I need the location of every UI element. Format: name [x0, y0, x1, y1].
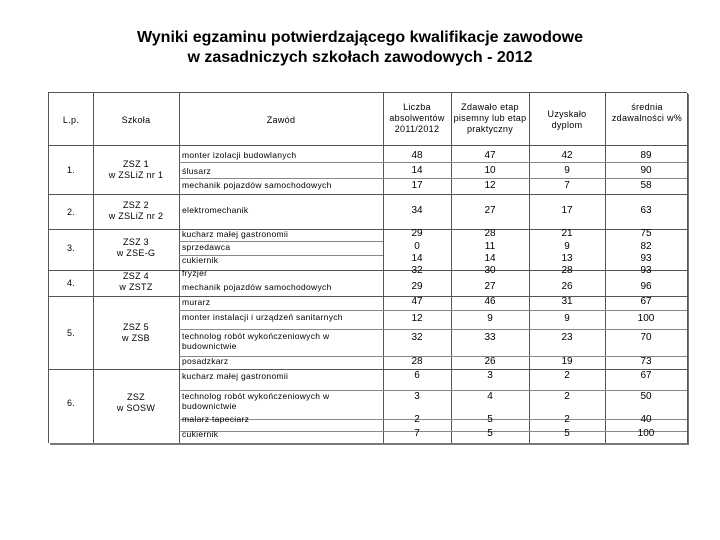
zawod-cell: fryzjer: [182, 268, 208, 278]
srednia-cell: 90: [640, 165, 652, 176]
zdawalo-cell: 33: [484, 332, 496, 343]
zawod-cell: ślusarz: [182, 166, 212, 176]
zawod-cell: mechanik pojazdów samochodowych: [182, 180, 332, 190]
zdawalo-cell: 46: [484, 296, 496, 307]
zdawalo-cell: 14: [484, 253, 496, 264]
uzyskalo-cell: 28: [561, 265, 573, 276]
uzyskalo-cell: 21: [561, 228, 573, 239]
liczba-cell: 14: [411, 165, 423, 176]
zawod-cell: murarz: [182, 297, 211, 307]
liczba-cell: 14: [411, 253, 423, 264]
school-name: ZSZ w SOSW: [116, 392, 156, 413]
school-name: ZSZ 4 w ZSTZ: [119, 271, 153, 292]
page-title: Wyniki egzaminu potwierdzającego kwalifikacje zawodowe w zasadniczych szkołach zawodowych - 2012: [136, 29, 584, 66]
uzyskalo-cell: 2: [564, 391, 570, 402]
uzyskalo-cell: 9: [564, 313, 570, 324]
uzyskalo-cell: 26: [561, 281, 573, 292]
liczba-cell: 12: [411, 313, 423, 324]
uzyskalo-cell: 13: [561, 253, 573, 264]
header-szkola: Szkoła: [121, 115, 151, 125]
uzyskalo-cell: 42: [561, 150, 573, 161]
header-lp: L.p.: [62, 115, 80, 125]
liczba-cell: 29: [411, 228, 423, 239]
liczba-cell: 48: [411, 150, 423, 161]
zawod-cell: monter izolacji budowlanych: [182, 150, 297, 160]
srednia-cell: 96: [640, 281, 652, 292]
uzyskalo-cell: 2: [564, 370, 570, 381]
zawod-cell: monter instalacji i urządzeń sanitarnych: [182, 312, 343, 322]
zdawalo-cell: 26: [484, 356, 496, 367]
srednia-cell: 73: [640, 356, 652, 367]
header-liczba: Liczba absolwentów 2011/2012: [389, 102, 445, 134]
header-zawod: Zawód: [266, 115, 296, 125]
srednia-cell: 67: [640, 296, 652, 307]
srednia-cell: 50: [640, 391, 652, 402]
header-uzyskalo: Uzyskało dyplom: [547, 109, 587, 130]
zawod-cell: kucharz małej gastronomii: [182, 371, 289, 381]
uzyskalo-cell: 2: [564, 414, 570, 425]
zdawalo-cell: 47: [484, 150, 496, 161]
zawod-cell: mechanik pojazdów samochodowych: [182, 282, 332, 292]
zawod-cell: sprzedawca: [182, 242, 231, 252]
uzyskalo-cell: 23: [561, 332, 573, 343]
results-table: [48, 92, 687, 443]
header-srednia: średnia zdawalności w%: [611, 102, 683, 123]
uzyskalo-cell: 9: [564, 165, 570, 176]
school-name: ZSZ 5 w ZSB: [121, 322, 150, 343]
srednia-cell: 93: [640, 253, 652, 264]
zdawalo-cell: 10: [484, 165, 496, 176]
uzyskalo-cell: 9: [564, 241, 570, 252]
zawod-cell: technolog robót wykończeniowych w budownictwie: [182, 391, 330, 411]
zawod-cell: cukiernik: [182, 429, 219, 439]
liczba-cell: 17: [411, 180, 423, 191]
uzyskalo-cell: 7: [564, 180, 570, 191]
liczba-cell: 32: [411, 332, 423, 343]
srednia-cell: 82: [640, 241, 652, 252]
school-lp: 4.: [66, 278, 76, 288]
uzyskalo-cell: 5: [564, 428, 570, 439]
school-lp: 6.: [66, 398, 76, 408]
zdawalo-cell: 4: [487, 391, 493, 402]
zawod-cell: kucharz małej gastronomii: [182, 229, 289, 239]
zdawalo-cell: 5: [487, 428, 493, 439]
liczba-cell: 32: [411, 265, 423, 276]
liczba-cell: 6: [414, 370, 420, 381]
zawod-cell: malarz tapeciarz: [182, 414, 250, 424]
srednia-cell: 63: [640, 205, 652, 216]
zdawalo-cell: 3: [487, 370, 493, 381]
zawod-cell: technolog robót wykończeniowych w budownictwie: [182, 331, 330, 351]
zdawalo-cell: 11: [484, 241, 496, 252]
school-lp: 3.: [66, 243, 76, 253]
liczba-cell: 47: [411, 296, 423, 307]
zawod-cell: posadzkarz: [182, 356, 229, 366]
srednia-cell: 40: [640, 414, 652, 425]
liczba-cell: 34: [411, 205, 423, 216]
school-lp: 2.: [66, 207, 76, 217]
school-name: ZSZ 2 w ZSLiZ nr 2: [108, 200, 164, 221]
liczba-cell: 3: [414, 391, 420, 402]
school-lp: 5.: [66, 328, 76, 338]
school-name: ZSZ 3 w ZSE-G: [116, 237, 156, 258]
zdawalo-cell: 30: [484, 265, 496, 276]
srednia-cell: 100: [637, 313, 655, 324]
srednia-cell: 100: [637, 428, 655, 439]
zdawalo-cell: 28: [484, 228, 496, 239]
srednia-cell: 75: [640, 228, 652, 239]
liczba-cell: 7: [414, 428, 420, 439]
srednia-cell: 67: [640, 370, 652, 381]
uzyskalo-cell: 31: [561, 296, 573, 307]
srednia-cell: 93: [640, 265, 652, 276]
zawod-cell: cukiernik: [182, 255, 219, 265]
zdawalo-cell: 27: [484, 281, 496, 292]
liczba-cell: 29: [411, 281, 423, 292]
school-name: ZSZ 1 w ZSLiZ nr 1: [108, 159, 164, 180]
header-zdawalo: Zdawało etap pisemny lub etap praktyczny: [453, 102, 527, 134]
liczba-cell: 0: [414, 241, 420, 252]
school-lp: 1.: [66, 165, 76, 175]
zdawalo-cell: 9: [487, 313, 493, 324]
srednia-cell: 70: [640, 332, 652, 343]
zdawalo-cell: 5: [487, 414, 493, 425]
zdawalo-cell: 12: [484, 180, 496, 191]
zdawalo-cell: 27: [484, 205, 496, 216]
liczba-cell: 2: [414, 414, 420, 425]
uzyskalo-cell: 17: [561, 205, 573, 216]
liczba-cell: 28: [411, 356, 423, 367]
zawod-cell: elektromechanik: [182, 205, 249, 215]
srednia-cell: 89: [640, 150, 652, 161]
srednia-cell: 58: [640, 180, 652, 191]
uzyskalo-cell: 19: [561, 356, 573, 367]
